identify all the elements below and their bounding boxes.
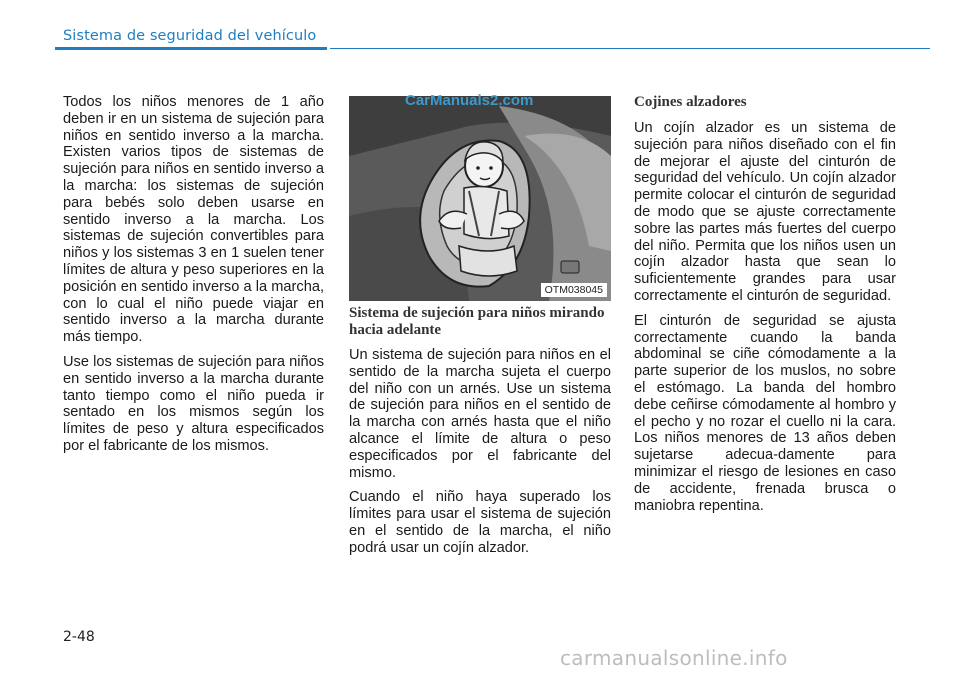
paragraph: Todos los niños menores de 1 año deben ir en un sistema de sujeción para niños en sentido inverso a la marcha. Existen varios tipos de sistemas de sujeción para niños en sentido inverso a la marcha: los sistemas de sujeción para bebés solo deben usarse en sentido inverso a la marcha. Los sistemas de sujeción convertibles para niños y los sistemas 3 en 1 suelen tener límites de altura y peso superiores en la posición en sentido inverso a la marcha, con lo cual el niño puede viajar en sentido inverso a la marcha durante más tiempo. — [63, 94, 324, 346]
figure-code: OTM038045 — [541, 283, 607, 297]
child-seat-drawing — [349, 96, 611, 301]
header-rule-thick — [55, 47, 327, 50]
paragraph: Use los sistemas de sujeción para niños en sentido inverso a la marcha durante tanto tiempo como el niño pueda ir sentado en los mismos según los límites de peso y altura especificados por el fabricante de los mismos. — [63, 353, 324, 454]
header-rule-thin — [330, 48, 930, 49]
section-title: Sistema de seguridad del vehículo — [63, 28, 317, 44]
section-heading: Sistema de sujeción para niños mirando hacia adelante — [349, 305, 605, 338]
figure-watermark[interactable]: CarManuals2.com — [405, 92, 534, 109]
paragraph: Cuando el niño haya superado los límites para usar el sistema de sujeción en el sentido de la marcha, el niño podrá usar un cojín alzador. — [349, 489, 611, 556]
page-number: 2-48 — [63, 629, 95, 645]
child-seat-illustration — [349, 96, 611, 301]
text-column-1 — [63, 94, 324, 463]
section-heading: Cojines alzadores — [634, 94, 747, 110]
paragraph: Un cojín alzador es un sistema de sujeción para niños diseñado con el fin de mejorar el ajuste del cinturón de seguridad del vehículo. Un cojín alzador permite colocar el cinturón de seguridad de modo que se ajuste correctamente sobre las partes más fuertes del cuerpo del niño. Permita que los niños usen un cojín alzador hasta que sean lo suficientemente grandes para usar correctamente el cinturón de seguridad. — [634, 120, 896, 304]
text-column-3 — [634, 94, 896, 522]
paragraph: Un sistema de sujeción para niños en el sentido de la marcha sujeta el cuerpo del niño con un arnés. Use un sistema de sujeción para niños en el sentido de la marcha con arnés hasta que el niño alcance el límite de altura o peso especificados por el fabricante del mismo. — [349, 347, 611, 481]
text-column-2 — [349, 305, 611, 565]
site-watermark[interactable]: carmanualsonline.info — [560, 646, 788, 670]
paragraph: El cinturón de seguridad se ajusta correctamente cuando la banda abdominal se ciñe cómodamente a la parte superior de los muslos, no sobre el estómago. La banda del hombro debe ceñirse cómodamente al hombro y el pecho y no rozar el cuello ni la cara. Los niños menores de 13 años deben sujetarse adecua-damente para minimizar el riesgo de lesiones en caso de accidente, frenada brusca o maniobra repentina. — [634, 312, 896, 514]
